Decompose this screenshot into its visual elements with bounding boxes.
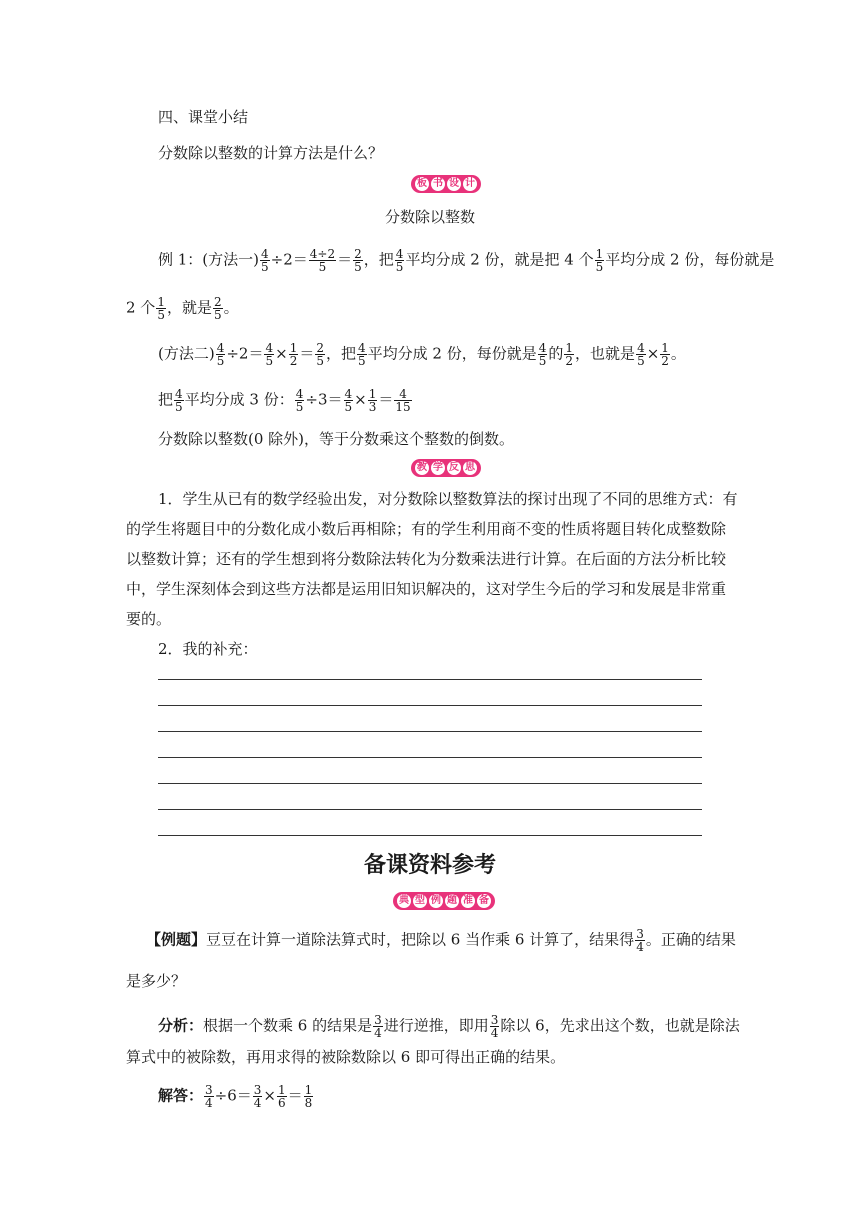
reference-heading: 备课资料参考 (363, 853, 496, 878)
blank-line (158, 809, 702, 810)
example-line1: 【例题】豆豆在计算一道除法算式时，把除以 6 当作乘 6 计算了，结果得 $\frac{3}{4}$ 。正确的结果 (146, 927, 736, 954)
three-parts-line: 把 $\frac{4}{5}$ 平均分成 3 份： $\frac{4}{5}$ ÷3＝ $\frac{4}{5}$ × $\frac{1}{3}$ ＝ $\frac{4}{15}$ (158, 387, 411, 414)
method2-line: (方法二) $\frac{4}{5}$ ÷2＝ $\frac{4}{5}$ × $\frac{1}{2}$ ＝ $\frac{2}{5}$ ，把 $\frac{4}{5}$ 平均分成 2 份，每份就是 $\frac{4}{5}$ 的 $\frac{1}{2}$ ，也就是 $\frac{4}{5}$ × $\frac{1}{2}$ 。 (158, 341, 686, 368)
blank-line (158, 731, 702, 732)
blank-line (158, 757, 702, 758)
board-title: 分数除以整数 (384, 208, 475, 226)
reflection-p1-line2: 的学生将题目中的分数化成小数后再相除；有的学生利用商不变的性质将题目转化成整数除 (126, 520, 727, 538)
blank-line (158, 679, 702, 680)
example-line2: 是多少？ (126, 972, 187, 990)
reflection-p1-line4: 中，学生深刻体会到这些方法都是运用旧知识解决的，这对学生今后的学习和发展是非常重 (126, 580, 727, 598)
blank-line (158, 705, 702, 706)
blank-line (158, 835, 702, 836)
division-rule: 分数除以整数(0 除外)，等于分数乘这个整数的倒数。 (158, 430, 515, 448)
reflection-p1-line5: 要的。 (126, 610, 172, 628)
teaching-reflection-badge: 教 学 反 思 (411, 459, 481, 477)
typical-example-badge: 典 型 例 题 准 备 (393, 892, 495, 910)
example1-line1: 例 1：(方法一) $\frac{4}{5}$ ÷2＝ $\frac{4\div 2}{5}$ ＝ $\frac{2}{5}$ ，把 $\frac{4}{5}$ 平均分成 2 份，就是把 4 个 $\frac{1}{5}$ 平均分成 2 份，每份就是 (158, 247, 775, 274)
blank-line (158, 783, 702, 784)
analysis-line2: 算式中的被除数，再用求得的被除数除以 6 即可得出正确的结果。 (126, 1048, 566, 1066)
summary-question: 分数除以整数的计算方法是什么？ (158, 144, 384, 162)
solution-line: 解答： $\frac{3}{4}$ ÷6＝ $\frac{3}{4}$ × $\frac{1}{6}$ ＝ $\frac{1}{8}$ (158, 1083, 313, 1110)
reflection-p2: 2．我的补充： (158, 640, 258, 658)
reflection-p1-line1: 1．学生从已有的数学经验出发，对分数除以整数算法的探讨出现了不同的思维方式：有 (158, 490, 738, 508)
example1-line2: 2 个 $\frac{1}{5}$ ，就是 $\frac{2}{5}$ 。 (126, 295, 239, 322)
reflection-p1-line3: 以整数计算；还有的学生想到将分数除法转化为分数乘法进行计算。在后面的方法分析比较 (126, 550, 727, 568)
analysis-line1: 分析：根据一个数乘 6 的结果是 $\frac{3}{4}$ 进行逆推，即用 $\frac{3}{4}$ 除以 6，先求出这个数，也就是除法 (158, 1013, 740, 1040)
section-title: 四、课堂小结 (158, 108, 249, 126)
board-design-badge: 板 书 设 计 (411, 175, 481, 193)
